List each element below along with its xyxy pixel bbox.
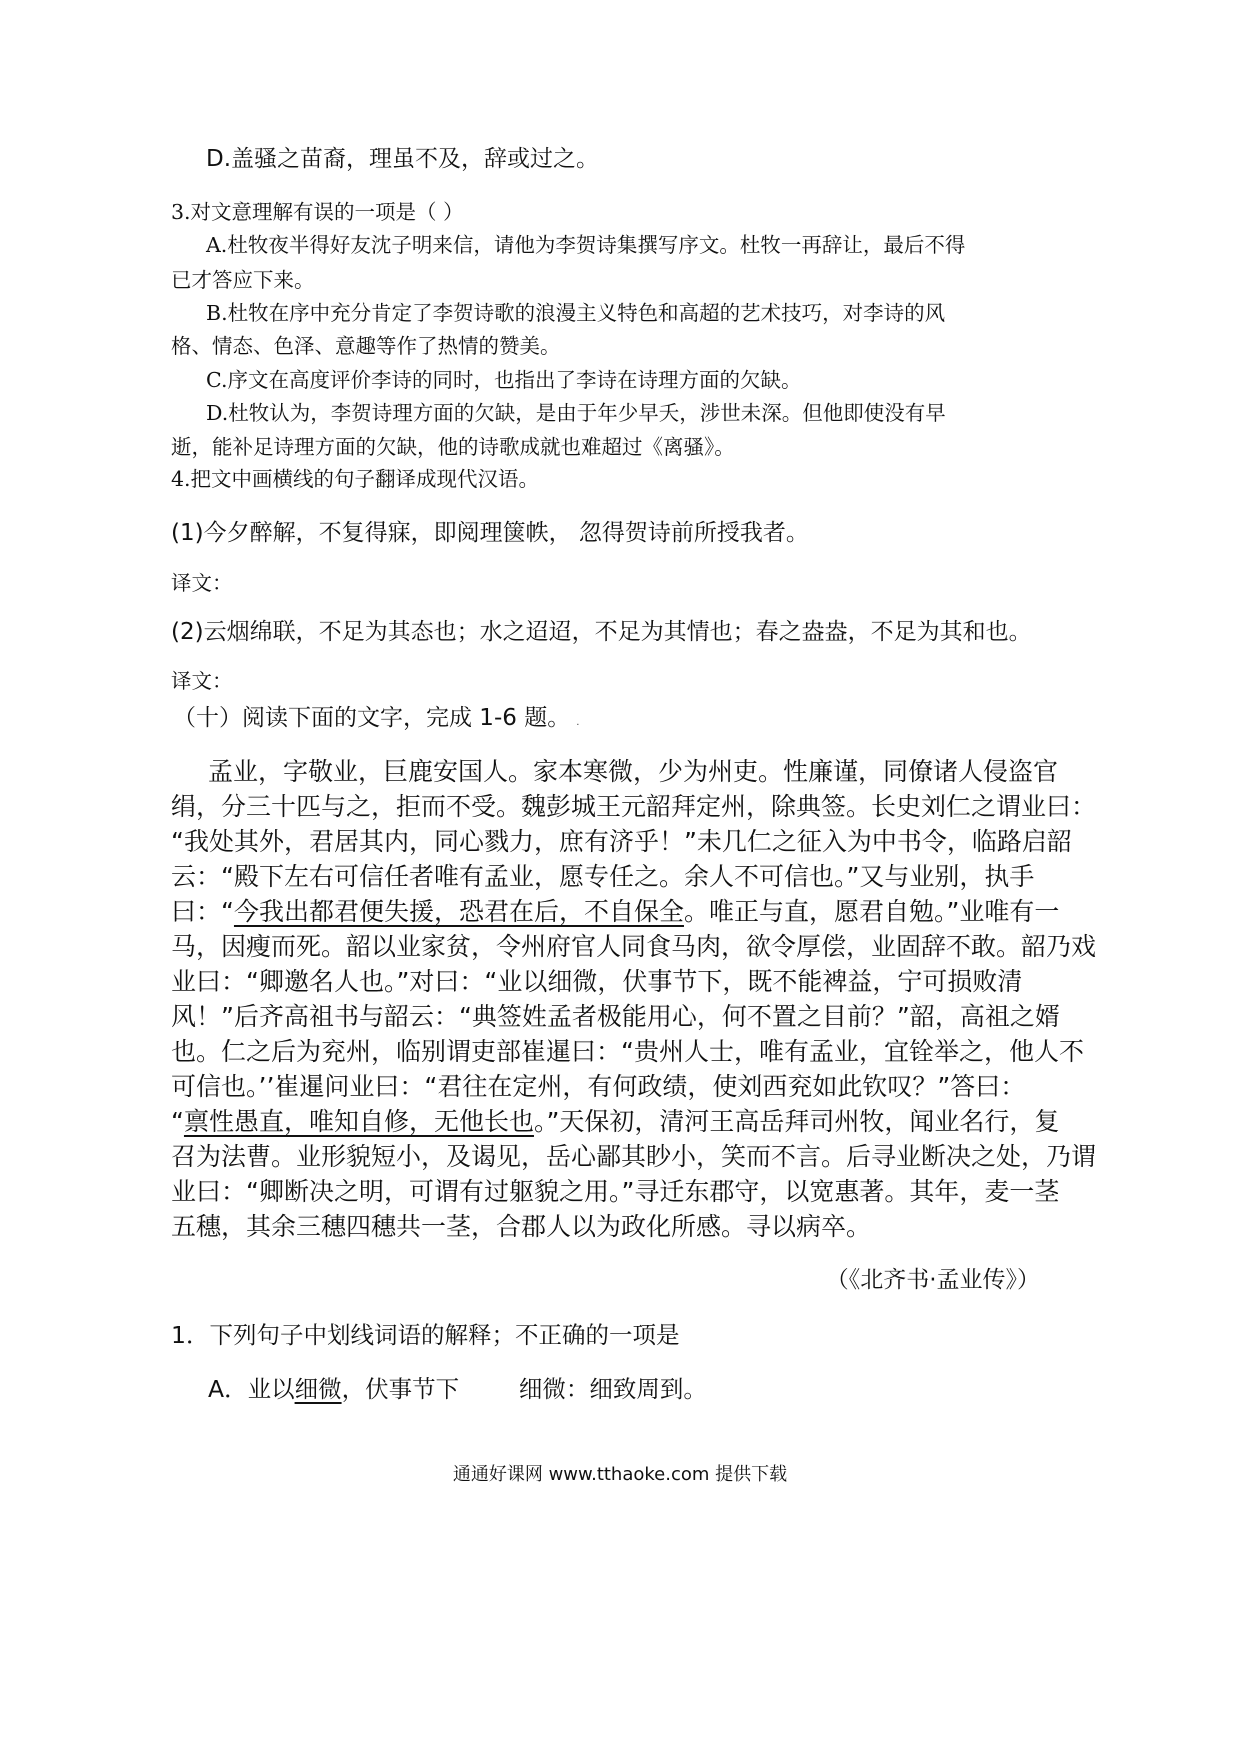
q1-option-a — [208, 1370, 707, 1404]
q3-option-d-line2: 逝，能补足诗理方面的欠缺，他的诗歌成就也难超过《离骚》。 — [171, 435, 735, 459]
section-heading-text: （十）阅读下面的文字，完成 1-6 题。 — [173, 705, 571, 731]
passage-source: （《北齐书·孟业传》） — [825, 1267, 1040, 1293]
passage-line-11-start: “ — [171, 1107, 184, 1136]
passage-line-11 — [171, 1102, 1059, 1138]
q3-option-a-line2: 已才答应下来。 — [171, 268, 315, 292]
q1-option-a-end: ，伏事节下 细微：细致周到。 — [341, 1375, 707, 1403]
passage-line-6: 马，因瘦而死。韶以业家贫，令州府官人同食马肉，欲令厚偿，业固辞不敢。韶乃戏 — [171, 932, 1097, 961]
passage-line-8: 风！”后齐高祖书与韶云：“典签姓孟者极能用心，何不置之目前？”韶，高祖之婿 — [171, 1002, 1060, 1031]
q4-translation-label-1: 译文： — [171, 571, 233, 595]
q3-option-c: C.序文在高度评价李诗的同时，也指出了李诗在诗理方面的欠缺。 — [206, 368, 802, 392]
q4-sentence-1: (1)今夕醉解，不复得寐，即阅理箧帙， 忽得贺诗前所授我者。 — [171, 520, 809, 546]
passage-line-5-start: 曰：“ — [171, 897, 234, 926]
q1-underlined-word: 细微 — [294, 1375, 342, 1403]
passage-line-4: 云：“殿下左右可信任者唯有孟业，愿专任之。余人不可信也。”又与业别，执手 — [171, 862, 1035, 891]
q4-sentence-2: (2)云烟绵联，不足为其态也；水之迢迢，不足为其情也；春之盎盎，不足为其和也。 — [171, 619, 1032, 645]
passage-line-2: 绢，分三十匹与之，拒而不受。魏彭城王元韶拜定州，除典签。长史刘仁之谓业曰： — [171, 792, 1097, 821]
q3-option-d-line1: D.杜牧认为，李贺诗理方面的欠缺，是由于年少早夭，涉世未深。但他即使没有早 — [206, 401, 946, 425]
passage-line-11-end: 。”天保初，清河王高岳拜司州牧，闻业名行，复 — [533, 1107, 1060, 1136]
q4-translation-label-2: 译文： — [171, 669, 233, 693]
passage-line-10: 可信也。’’崔暹问业曰：“君往在定州，有何政绩，使刘西兖如此钦叹？”答曰： — [171, 1072, 1026, 1101]
q2-option-d: D.盖骚之苗裔，理虽不及，辞或过之。 — [206, 146, 600, 172]
underlined-sentence-1: 今我出都君便失援，恐君在后，不自保全 — [233, 897, 684, 926]
passage-line-1: 孟业，字敬业，巨鹿安国人。家本寒微，少为州吏。性廉谨，同僚诸人侵盗官 — [208, 757, 1059, 786]
passage-line-3: “我处其外，君居其内，同心戮力，庶有济乎！”未几仁之征入为中书令，临路启韶 — [171, 827, 1072, 856]
underlined-sentence-2: 禀性愚直，唯知自修，无他长也 — [183, 1107, 534, 1136]
q1-option-a-start: A．业以 — [208, 1375, 295, 1403]
passage-line-7: 业曰：“卿邀名人也。”对曰：“业以细微，伏事节下，既不能裨益，宁可损败清 — [171, 967, 1023, 996]
passage-line-14: 五穗，其余三穗四穗共一茎，合郡人以为政化所感。寻以病卒。 — [171, 1212, 872, 1241]
q3-option-a-line1: A.杜牧夜半得好友沈子明来信，请他为李贺诗集撰写序文。杜牧一再辞让，最后不得 — [206, 233, 966, 257]
footer-download-note: 通通好课网 www.tthaoke.com 提供下载 — [452, 1464, 788, 1485]
passage-line-9: 也。仁之后为兖州，临别谓吏部崔暹曰：“贵州人士，唯有孟业，宜铨举之，他人不 — [171, 1037, 1084, 1066]
section-heading-mark: . — [576, 717, 580, 728]
q1-stem: 1．下列句子中划线词语的解释；不正确的一项是 — [171, 1321, 680, 1349]
q4-stem: 4.把文中画横线的句子翻译成现代汉语。 — [171, 467, 540, 491]
passage-line-5 — [171, 892, 1059, 928]
section-10-heading — [173, 699, 579, 732]
passage-line-5-end: 。唯正与直，愿君自勉。”业唯有一 — [683, 897, 1060, 926]
passage-line-13: 业曰：“卿断决之明，可谓有过躯貌之用。”寻迁东郡守，以宽惠著。其年，麦一茎 — [171, 1177, 1060, 1206]
q3-stem: 3.对文意理解有误的一项是（ ） — [171, 200, 464, 224]
q3-option-b-line2: 格、情态、色泽、意趣等作了热情的赞美。 — [171, 334, 561, 358]
q3-option-b-line1: B.杜牧在序中充分肯定了李贺诗歌的浪漫主义特色和高超的艺术技巧，对李诗的风 — [206, 301, 946, 325]
passage-line-12: 召为法曹。业形貌短小，及谒见，岳心鄙其眇小，笑而不言。后寻业断决之处，乃谓 — [171, 1142, 1097, 1171]
